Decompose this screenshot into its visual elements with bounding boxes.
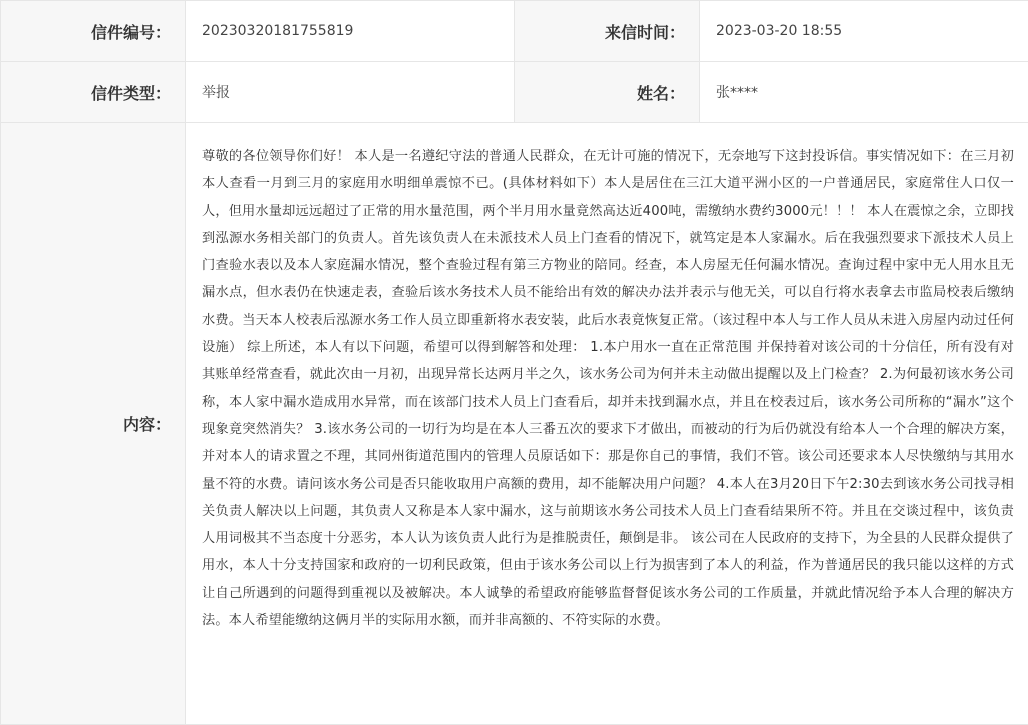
- letter-no-value: 20230320181755819: [186, 1, 515, 62]
- time-label: 来信时间：: [515, 1, 700, 62]
- content-text: 尊敬的各位领导你们好！ 本人是一名遵纪守法的普通人民群众，在无计可施的情况下，无奈地写下这封投诉信。事实情况如下：在三月初本人查看一月到三月的家庭用水明细单震惊不已。(具体材料如下）本人是居住在三江大道平洲小区的一户普通居民，家庭常住人口仅一人，但用水量却远远超过了正常的用水量范围，两个半月用水量竟然高达近400吨，需缴纳水费约3000元！！！ 本人在震惊之余，立即找到泓源水务相关部门的负责人。首先该负责人在未派技术人员上门查看的情况下，就笃定是本人家漏水。后在我强烈要求下派技术人员上门查验水表以及本人家庭漏水情况，整个查验过程有第三方物业的陪同。经查，本人房屋无任何漏水情况。查询过程中家中无人用水且无漏水点，但水表仍在快速走表，查验后该水务技术人员不能给出有效的解决办法并表示与他无关，可以自行将水表拿去市监局校表后缴纳水费。当天本人校表后泓源水务工作人员立即重新将水表安装，此后水表竟恢复正常。（该过程中本人与工作人员从未进入房屋内动过任何设施） 综上所述，本人有以下问题，希望可以得到解答和处理： 1.本户用水一直在正常范围 并保持着对该公司的十分信任，所有没有对其账单经常查看，就此次由一月初，出现异常长达两月半之久，该水务公司为何并未主动做出提醒以及上门检查？ 2.为何最初该水务公司称，本人家中漏水造成用水异常，而在该部门技术人员上门查看后，却并未找到漏水点，并且在校表过后，该水务公司所称的“漏水”这个现象竟突然消失？ 3.该水务公司的一切行为均是在本人三番五次的要求下才做出，而被动的行为后仍就没有给本人一个合理的解决方案，并对本人的请求置之不理，其同州街道范围内的管理人员原话如下：那是你自己的事情，我们不管。该公司还要求本人尽快缴纳与其用水量不符的水费。请问该水务公司是否只能收取用户高额的费用，却不能解决用户问题？ 4.本人在3月20日下午2:30去到该水务公司找寻相关负责人解决以上问题，其负责人又称是本人家中漏水，这与前期该水务公司技术人员上门查看结果所不符。并且在交谈过程中，该负责人用词极其不当态度十分恶劣，本人认为该负责人此行为是推脱责任，颠倒是非。 该公司在人民政府的支持下，为全县的人民群众提供了用水，本人十分支持国家和政府的一切利民政策，但由于该水务公司以上行为损害到了本人的利益，作为普通居民的我只能以这样的方式让自己所遇到的问题得到重视以及被解决。本人诚挚的希望政府能够监督督促该水务公司的工作质量，并就此情况给予本人合理的解决方法。本人希望能缴纳这俩月半的实际用水额，而并非高额的、不符实际的水费。: [202, 143, 1014, 634]
- name-value: 张****: [700, 62, 1028, 123]
- content-label: 内容：: [1, 123, 186, 725]
- time-value: 2023-03-20 18:55: [700, 1, 1028, 62]
- row-content: [1, 123, 1028, 725]
- name-label: 姓名：: [515, 62, 700, 123]
- row-number-time: [1, 1, 1028, 62]
- letter-no-label: 信件编号：: [1, 1, 186, 62]
- row-type-name: [1, 62, 1028, 123]
- type-label: 信件类型：: [1, 62, 186, 123]
- type-value: 举报: [186, 62, 515, 123]
- content-cell: [186, 123, 1028, 725]
